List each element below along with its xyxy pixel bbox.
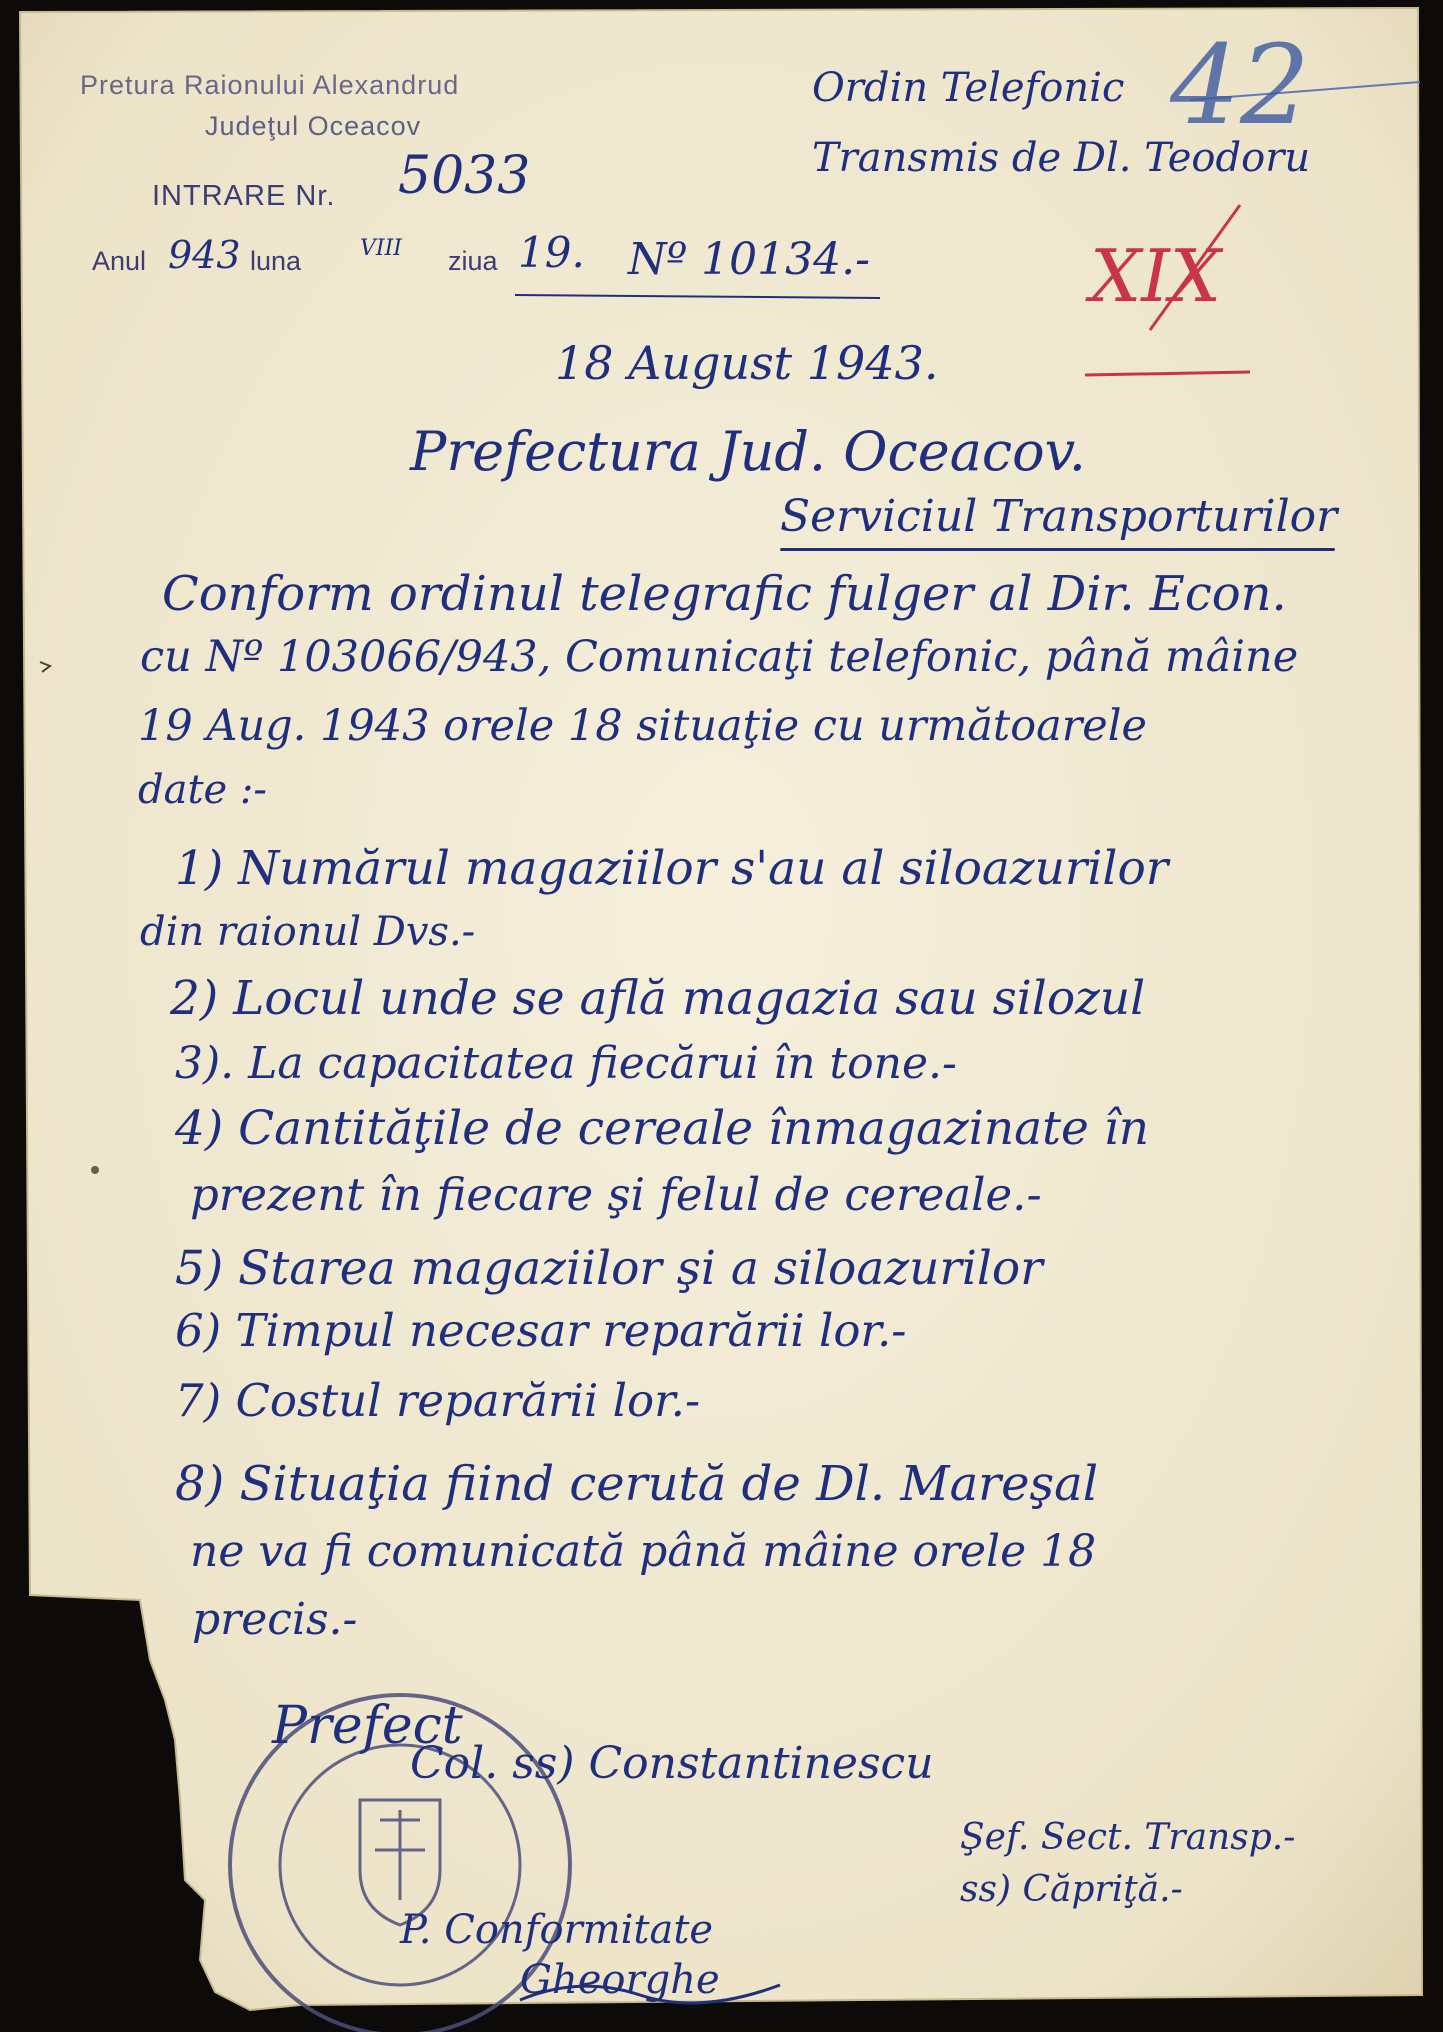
day-value: 19.: [518, 228, 585, 277]
annotation-roman: XIX: [1090, 234, 1221, 318]
reference-number: Nº 10134.-: [628, 234, 870, 285]
list-item: 6) Timpul necesar reparării lor.-: [175, 1304, 907, 1357]
list-item: prezent în fiecare şi felul de cereale.-: [190, 1168, 1042, 1221]
punch-mark: [91, 1166, 99, 1174]
body-intro-line-2: cu Nº 103066/943, Comunicaţi telefonic, până mâine: [140, 632, 1299, 682]
month-label: luna: [250, 246, 302, 276]
body-intro-line-1: Conform ordinul telegrafic fulger al Dir. Econ.: [162, 566, 1287, 622]
day-label: ziua: [448, 246, 498, 276]
signature-rank-name: Col. ss) Constantinescu: [410, 1738, 934, 1789]
list-item: 8) Situaţia fiind cerută de Dl. Mareşal: [175, 1456, 1099, 1512]
conformity-name: Gheorghe: [520, 1957, 720, 2003]
list-item: 4) Cantităţile de cereale înmagazinate în: [175, 1101, 1150, 1156]
list-item: 5) Starea magaziilor şi a siloazurilor: [175, 1241, 1043, 1296]
year-label: Anul: [92, 246, 147, 276]
list-item: 3). La capacitatea fiecărui în tone.-: [175, 1038, 957, 1089]
entry-number: 5033: [398, 146, 531, 206]
telephone-note-line-2: Transmis de Dl. Teodoru: [812, 135, 1311, 181]
recipient-line-2: Serviciul Transporturilor: [780, 491, 1338, 542]
list-item: 7) Costul reparării lor.-: [175, 1374, 701, 1427]
list-item: din raionul Dvs.-: [140, 909, 476, 955]
list-item: 2) Locul unde se află magazia sau silozul: [170, 971, 1146, 1026]
conformity-line: P. Conformitate: [400, 1907, 714, 1953]
stamp-line-2: Judeţul Oceacov: [205, 111, 422, 141]
telephone-note-line-1: Ordin Telefonic: [812, 65, 1125, 111]
year-value: 943: [168, 233, 241, 277]
recipient-underline: [780, 548, 1335, 551]
section-chief-line-2: ss) Căpriţă.-: [960, 1869, 1183, 1910]
document-date: 18 August 1943.: [555, 336, 939, 390]
stamp-line-1: Pretura Raionului Alexandrud: [80, 70, 460, 100]
annotation-number: 42: [1170, 21, 1310, 149]
signature-title: Prefect: [272, 1696, 463, 1756]
month-value: VIII: [360, 236, 402, 261]
body-intro-line-3: 19 Aug. 1943 orele 18 situaţie cu următoarele: [138, 701, 1147, 751]
list-item: precis.-: [192, 1594, 358, 1645]
section-chief-line-1: Şef. Sect. Transp.-: [960, 1817, 1296, 1858]
entry-label: INTRARE Nr.: [152, 180, 336, 212]
list-item: ne va fi comunicată până mâine orele 18: [190, 1526, 1097, 1577]
list-item: 1) Numărul magaziilor s'au al siloazurilor: [175, 841, 1169, 896]
body-intro-line-4: date :-: [138, 767, 267, 813]
recipient-line-1: Prefectura Jud. Oceacov.: [410, 420, 1086, 483]
